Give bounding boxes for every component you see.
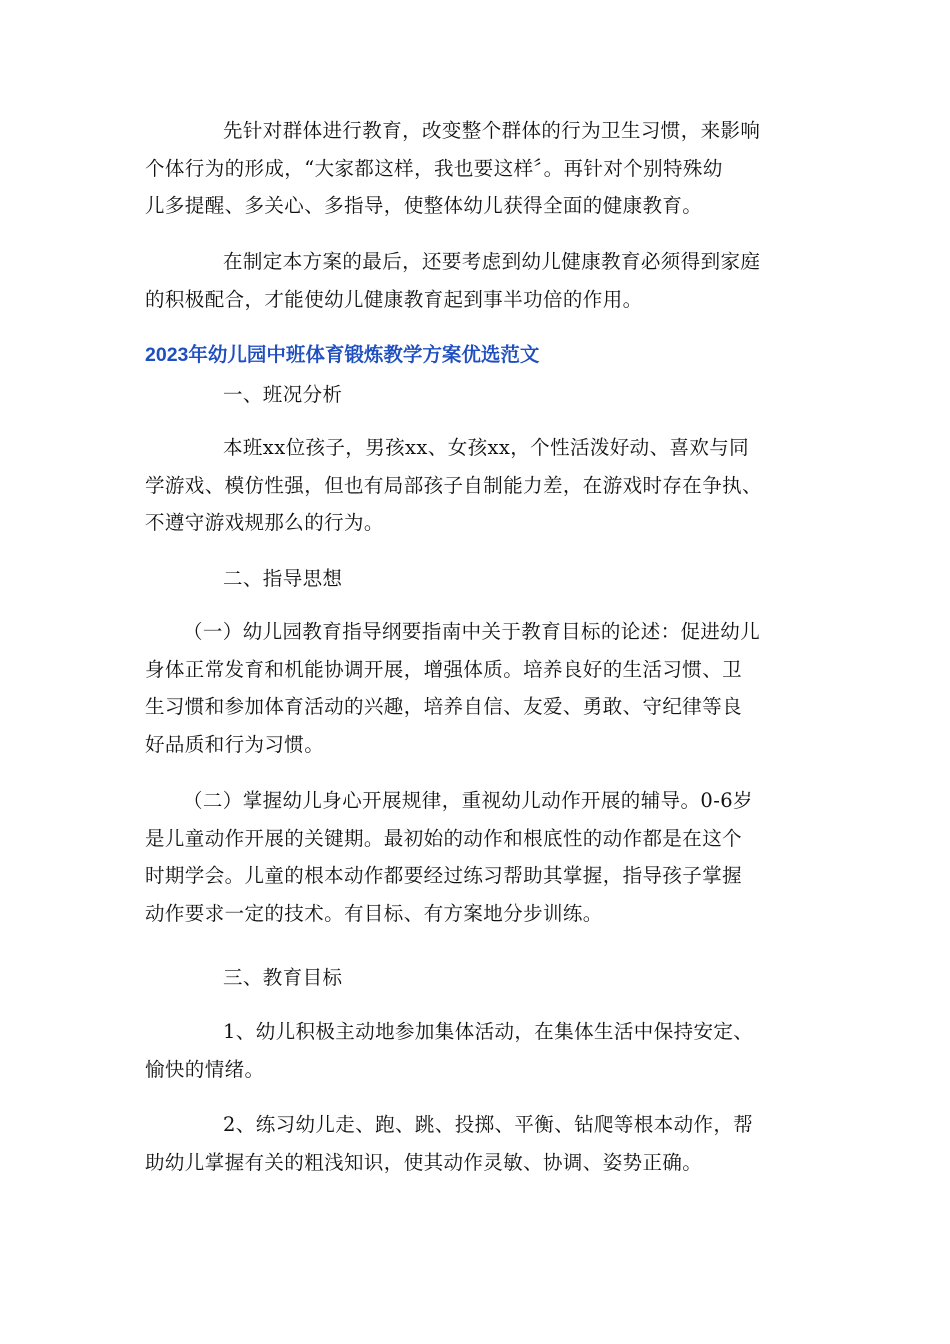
heading-guiding-thought [145, 560, 810, 598]
text-line: 的积极配合，才能使幼儿健康教育起到事半功倍的作用。 [145, 287, 643, 311]
text-line: 身体正常发育和机能协调开展，增强体质。培养良好的生活习惯、卫 [145, 657, 743, 681]
text-line: 先针对群体进行教育，改变整个群体的行为卫生习惯，来影响 [223, 119, 761, 142]
paragraph-class-analysis [145, 429, 810, 542]
text-line: 2、练习幼儿走、跑、跳、投掷、平衡、钻爬等根本动作，帮 [223, 1113, 754, 1136]
text-line: 时期学会。儿童的根本动作都要经过练习帮助其掌握，指导孩子掌握 [145, 864, 743, 887]
text-line: 生习惯和参加体育活动的兴趣，培养自信、友爱、勇敢、守纪律等良 [145, 695, 743, 718]
text-line: 助幼儿掌握有关的粗浅知识，使其动作灵敏、协调、姿势正确。 [145, 1150, 703, 1174]
heading-text: 一、班况分析 [223, 383, 343, 406]
paragraph-family-cooperation [145, 243, 810, 318]
text-line: 本班xx位孩子，男孩xx、女孩xx，个性活泼好动、喜欢与同 [223, 436, 750, 459]
text-line: 动作要求一定的技术。有目标、有方案地分步训练。 [145, 901, 603, 925]
heading-text: 二、指导思想 [223, 567, 343, 590]
paragraph-group-behavior [145, 112, 810, 225]
paragraph-guideline-2 [145, 782, 810, 932]
text-line: （一）幼儿园教育指导纲要指南中关于教育目标的论述：促进幼儿 [183, 620, 761, 643]
text-line: 儿多提醒、多关心、多指导，使整体幼儿获得全面的健康教育。 [145, 194, 703, 217]
text-line: 愉快的情绪。 [145, 1057, 265, 1081]
text-line: 好品质和行为习惯。 [145, 732, 325, 756]
text-line: 个体行为的形成，“大家都这样，我也要这样〞。再针对个别特殊幼 [145, 156, 723, 180]
heading-class-analysis [145, 376, 810, 414]
text-line: 学游戏、模仿性强，但也有局部孩子自制能力差，在游戏时存在争执、 [145, 473, 762, 497]
heading-text: 三、教育目标 [223, 966, 343, 989]
paragraph-goal-1 [145, 1013, 810, 1088]
text-line: 1、幼儿积极主动地参加集体活动，在集体生活中保持安定、 [223, 1020, 754, 1043]
section-title: 2023年幼儿园中班体育锻炼教学方案优选范文 [145, 344, 540, 366]
text-line: 不遵守游戏规那么的行为。 [145, 511, 384, 534]
paragraph-goal-2 [145, 1106, 810, 1181]
text-line: 是儿童动作开展的关键期。最初始的动作和根底性的动作都是在这个 [145, 826, 743, 850]
paragraph-guideline-1 [145, 613, 810, 763]
text-line: 在制定本方案的最后，还要考虑到幼儿健康教育必须得到家庭 [223, 250, 761, 273]
text-line: （二）掌握幼儿身心开展规律，重视幼儿动作开展的辅导。0-6岁 [183, 789, 753, 812]
heading-education-goals [145, 959, 810, 997]
